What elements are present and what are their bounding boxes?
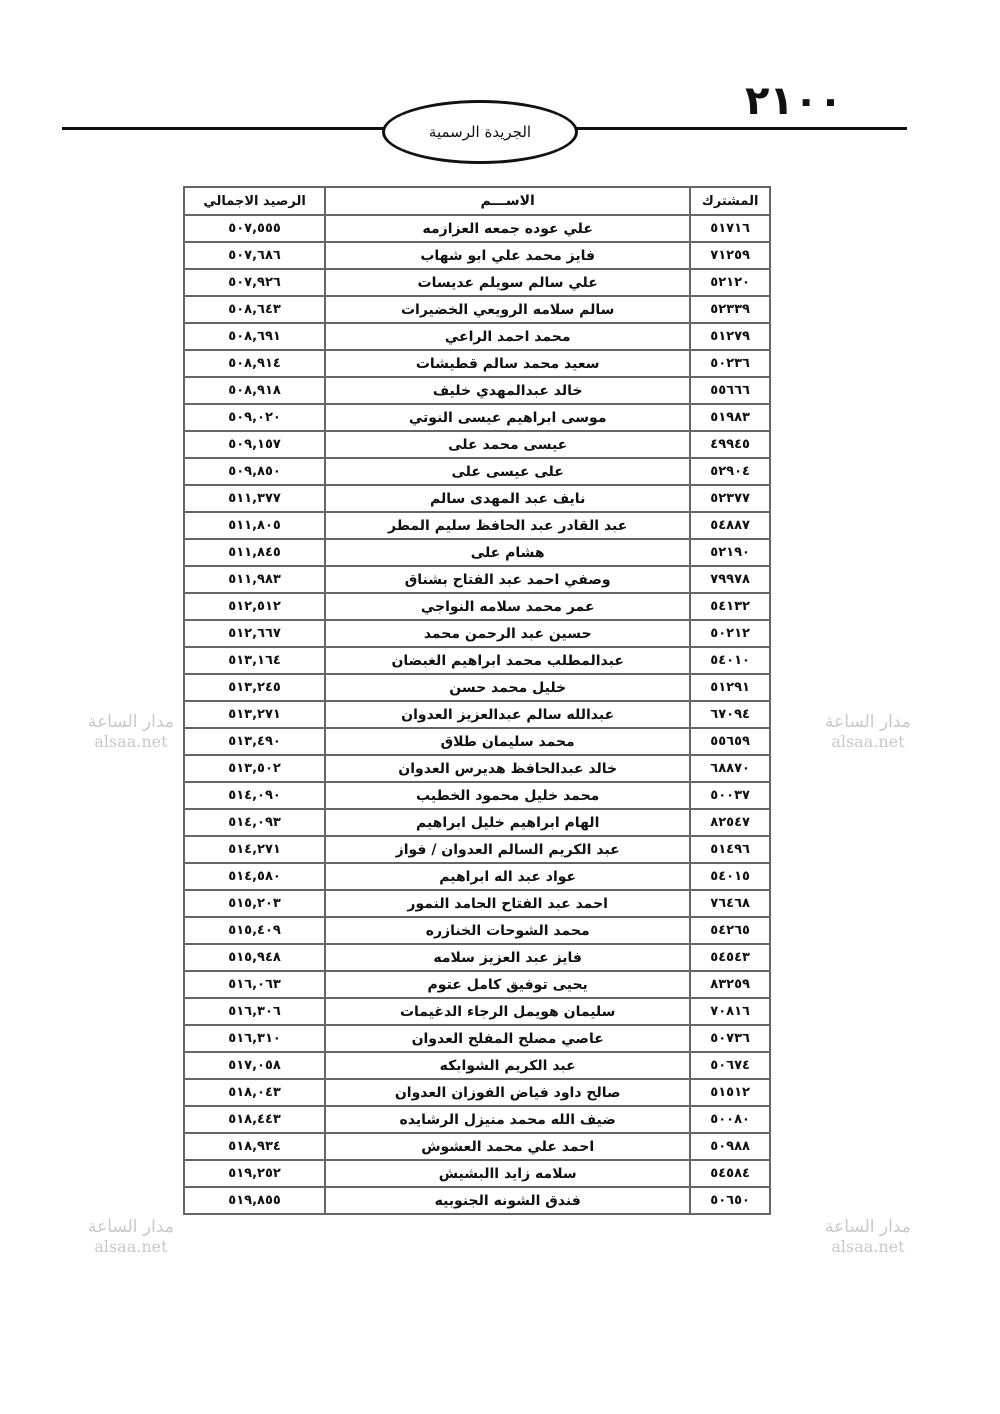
cell-id: ٥٥٦٦٦	[690, 377, 770, 404]
cell-balance: ٥١٦,٣١٠	[184, 1025, 325, 1052]
watermark-ar: مدار الساعة	[825, 712, 911, 732]
cell-name: احمد عبد الفتاح الحامد النمور	[325, 890, 690, 917]
cell-balance: ٥١١,٨٤٥	[184, 539, 325, 566]
cell-id: ٥١٥١٢	[690, 1079, 770, 1106]
cell-id: ٥١٩٨٣	[690, 404, 770, 431]
table-row	[184, 1052, 770, 1079]
cell-balance: ٥١٥,٤٠٩	[184, 917, 325, 944]
table-row	[184, 566, 770, 593]
cell-name: نايف عبد المهدى سالم	[325, 485, 690, 512]
cell-name: عبدالمطلب محمد ابراهيم الغبضان	[325, 647, 690, 674]
table-row	[184, 647, 770, 674]
table-header-row	[184, 187, 770, 215]
cell-balance: ٥١١,٨٠٥	[184, 512, 325, 539]
table-row	[184, 269, 770, 296]
cell-id: ٧٠٨١٦	[690, 998, 770, 1025]
cell-name: سالم سلامه الرويعي الخضيرات	[325, 296, 690, 323]
table-row	[184, 620, 770, 647]
watermark-en: alsaa.net	[831, 1237, 905, 1256]
cell-id: ٥٠٢١٢	[690, 620, 770, 647]
table-row	[184, 782, 770, 809]
cell-name: محمد سليمان طلاق	[325, 728, 690, 755]
cell-name: سليمان هويمل الرجاء الدغيمات	[325, 998, 690, 1025]
cell-balance: ٥٠٧,٩٢٦	[184, 269, 325, 296]
cell-name: ضيف الله محمد منيزل الرشايده	[325, 1106, 690, 1133]
table-row	[184, 1187, 770, 1214]
cell-id: ٥٤٠١٥	[690, 863, 770, 890]
cell-id: ٧٩٩٧٨	[690, 566, 770, 593]
cell-balance: ٥١٣,٤٩٠	[184, 728, 325, 755]
watermark-en: alsaa.net	[94, 1237, 168, 1256]
cell-balance: ٥٠٩,٠٢٠	[184, 404, 325, 431]
cell-balance: ٥٠٨,٦٤٣	[184, 296, 325, 323]
cell-balance: ٥١١,٣٧٧	[184, 485, 325, 512]
cell-name: حسين عبد الرحمن محمد	[325, 620, 690, 647]
cell-balance: ٥١٧,٠٥٨	[184, 1052, 325, 1079]
cell-name: عبد الكريم السالم العدوان / فواز	[325, 836, 690, 863]
cell-name: عمر محمد سلامه النواجي	[325, 593, 690, 620]
cell-name: الهام ابراهيم خليل ابراهيم	[325, 809, 690, 836]
subscribers-table	[183, 186, 771, 1215]
cell-balance: ٥١٣,١٦٤	[184, 647, 325, 674]
cell-id: ٥١٤٩٦	[690, 836, 770, 863]
watermark-right-top	[825, 712, 911, 752]
watermark-ar: مدار الساعة	[88, 712, 174, 732]
cell-id: ٥٢٩٠٤	[690, 458, 770, 485]
cell-id: ٥٠٧٣٦	[690, 1025, 770, 1052]
cell-id: ٥٢٣٣٩	[690, 296, 770, 323]
cell-name: محمد احمد الراعي	[325, 323, 690, 350]
cell-id: ٥٢٣٧٧	[690, 485, 770, 512]
gazette-title: الجريدة الرسمية	[428, 123, 532, 141]
cell-name: عبدالله سالم عبدالعزيز العدوان	[325, 701, 690, 728]
cell-balance: ٥٠٧,٥٥٥	[184, 215, 325, 242]
cell-id: ٥٢١٩٠	[690, 539, 770, 566]
table-row	[184, 215, 770, 242]
table-row	[184, 404, 770, 431]
cell-balance: ٥٠٨,٩١٨	[184, 377, 325, 404]
cell-balance: ٥٠٨,٦٩١	[184, 323, 325, 350]
table-row	[184, 998, 770, 1025]
cell-name: عبد القادر عبد الحافظ سليم المطر	[325, 512, 690, 539]
table-row	[184, 809, 770, 836]
cell-balance: ٥١٦,٠٦٣	[184, 971, 325, 998]
cell-balance: ٥٠٨,٩١٤	[184, 350, 325, 377]
table-row	[184, 539, 770, 566]
cell-name: صالح داود فياض الفوزان العدوان	[325, 1079, 690, 1106]
cell-id: ٥٠٦٧٤	[690, 1052, 770, 1079]
cell-id: ٨٣٢٥٩	[690, 971, 770, 998]
cell-name: سلامه زايد االبشيش	[325, 1160, 690, 1187]
table-row	[184, 863, 770, 890]
watermark-ar: مدار الساعة	[825, 1217, 911, 1237]
table-row	[184, 1133, 770, 1160]
cell-balance: ٥١١,٩٨٣	[184, 566, 325, 593]
cell-name: عواد عبد اله ابراهيم	[325, 863, 690, 890]
cell-id: ٥٢١٢٠	[690, 269, 770, 296]
cell-name: فندق الشونه الجنوبيه	[325, 1187, 690, 1214]
table-row	[184, 701, 770, 728]
cell-balance: ٥١٦,٣٠٦	[184, 998, 325, 1025]
table-row	[184, 1106, 770, 1133]
cell-balance: ٥١٨,٤٤٣	[184, 1106, 325, 1133]
cell-id: ٥٠٢٣٦	[690, 350, 770, 377]
cell-id: ٧٦٤٦٨	[690, 890, 770, 917]
cell-name: هشام على	[325, 539, 690, 566]
table-row	[184, 1079, 770, 1106]
cell-id: ٥٠٠٨٠	[690, 1106, 770, 1133]
header-id: المشترك	[690, 187, 770, 215]
cell-balance: ٥١٨,٩٣٤	[184, 1133, 325, 1160]
table-row	[184, 350, 770, 377]
cell-balance: ٥٠٧,٦٨٦	[184, 242, 325, 269]
cell-name: احمد علي محمد العشوش	[325, 1133, 690, 1160]
watermark-left-top	[88, 712, 174, 752]
header-name: الاســـم	[325, 187, 690, 215]
cell-name: موسى ابراهيم عيسى النوتي	[325, 404, 690, 431]
cell-balance: ٥١٥,٩٤٨	[184, 944, 325, 971]
cell-balance: ٥١٩,٨٥٥	[184, 1187, 325, 1214]
cell-balance: ٥٠٩,٨٥٠	[184, 458, 325, 485]
cell-name: وصفي احمد عبد الفتاح بشناق	[325, 566, 690, 593]
table-row	[184, 755, 770, 782]
cell-name: محمد الشوحات الخنازره	[325, 917, 690, 944]
cell-id: ٥١٢٧٩	[690, 323, 770, 350]
cell-id: ٦٧٠٩٤	[690, 701, 770, 728]
table-row	[184, 674, 770, 701]
table-row	[184, 323, 770, 350]
cell-balance: ٥١٢,٦٦٧	[184, 620, 325, 647]
cell-balance: ٥١٣,٢٤٥	[184, 674, 325, 701]
cell-name: خالد عبدالمهدي خليف	[325, 377, 690, 404]
cell-name: فايز عبد العزيز سلامه	[325, 944, 690, 971]
cell-balance: ٥١٩,٢٥٢	[184, 1160, 325, 1187]
cell-id: ٥٥٦٥٩	[690, 728, 770, 755]
cell-name: يحيى توفيق كامل عتوم	[325, 971, 690, 998]
cell-balance: ٥١٤,٢٧١	[184, 836, 325, 863]
table-row	[184, 296, 770, 323]
cell-id: ٥٤٨٨٧	[690, 512, 770, 539]
cell-name: خالد عبدالحافظ هديرس العدوان	[325, 755, 690, 782]
watermark-en: alsaa.net	[831, 732, 905, 751]
cell-id: ٥٤٠١٠	[690, 647, 770, 674]
table-row	[184, 458, 770, 485]
cell-id: ٥٠٩٨٨	[690, 1133, 770, 1160]
table-row	[184, 890, 770, 917]
cell-name: محمد خليل محمود الخطيب	[325, 782, 690, 809]
cell-id: ٥٠٠٣٧	[690, 782, 770, 809]
table-row	[184, 971, 770, 998]
cell-id: ٨٢٥٤٧	[690, 809, 770, 836]
table-row	[184, 512, 770, 539]
table-row	[184, 431, 770, 458]
table-row	[184, 944, 770, 971]
cell-balance: ٥١٣,٥٠٢	[184, 755, 325, 782]
cell-id: ٥١٢٩١	[690, 674, 770, 701]
watermark-en: alsaa.net	[94, 732, 168, 751]
table-row	[184, 728, 770, 755]
header-balance: الرصيد الاجمالي	[184, 187, 325, 215]
cell-id: ٥٠٦٥٠	[690, 1187, 770, 1214]
cell-balance: ٥١٤,٠٩٣	[184, 809, 325, 836]
cell-name: عبد الكريم الشوابكه	[325, 1052, 690, 1079]
cell-name: سعيد محمد سالم قطيشات	[325, 350, 690, 377]
table-row	[184, 593, 770, 620]
page-number: ٢١٠٠	[745, 78, 843, 124]
cell-balance: ٥٠٩,١٥٧	[184, 431, 325, 458]
cell-id: ٥٤١٣٢	[690, 593, 770, 620]
cell-id: ٥٤٥٨٤	[690, 1160, 770, 1187]
cell-balance: ٥١٥,٢٠٣	[184, 890, 325, 917]
cell-name: علي سالم سويلم عديسات	[325, 269, 690, 296]
cell-balance: ٥١٨,٠٤٣	[184, 1079, 325, 1106]
watermark-ar: مدار الساعة	[88, 1217, 174, 1237]
cell-balance: ٥١٤,٥٨٠	[184, 863, 325, 890]
cell-id: ٥١٧١٦	[690, 215, 770, 242]
cell-id: ٥٤٥٤٣	[690, 944, 770, 971]
table-row	[184, 917, 770, 944]
cell-name: خليل محمد حسن	[325, 674, 690, 701]
cell-id: ٤٩٩٤٥	[690, 431, 770, 458]
watermark-left-bottom	[88, 1217, 174, 1257]
cell-balance: ٥١٣,٢٧١	[184, 701, 325, 728]
cell-name: على عيسى على	[325, 458, 690, 485]
cell-id: ٧١٢٥٩	[690, 242, 770, 269]
cell-name: علي عوده جمعه العزازمه	[325, 215, 690, 242]
cell-id: ٦٨٨٧٠	[690, 755, 770, 782]
table-row	[184, 836, 770, 863]
cell-balance: ٥١٤,٠٩٠	[184, 782, 325, 809]
table-row	[184, 1025, 770, 1052]
cell-name: عاصي مصلح المفلح العدوان	[325, 1025, 690, 1052]
table-row	[184, 485, 770, 512]
cell-name: فايز محمد علي ابو شهاب	[325, 242, 690, 269]
gazette-title-ellipse	[382, 100, 578, 164]
cell-balance: ٥١٢,٥١٢	[184, 593, 325, 620]
table-row	[184, 1160, 770, 1187]
table-row	[184, 377, 770, 404]
cell-id: ٥٤٢٦٥	[690, 917, 770, 944]
cell-name: عيسى محمد على	[325, 431, 690, 458]
table-row	[184, 242, 770, 269]
watermark-right-bottom	[825, 1217, 911, 1257]
